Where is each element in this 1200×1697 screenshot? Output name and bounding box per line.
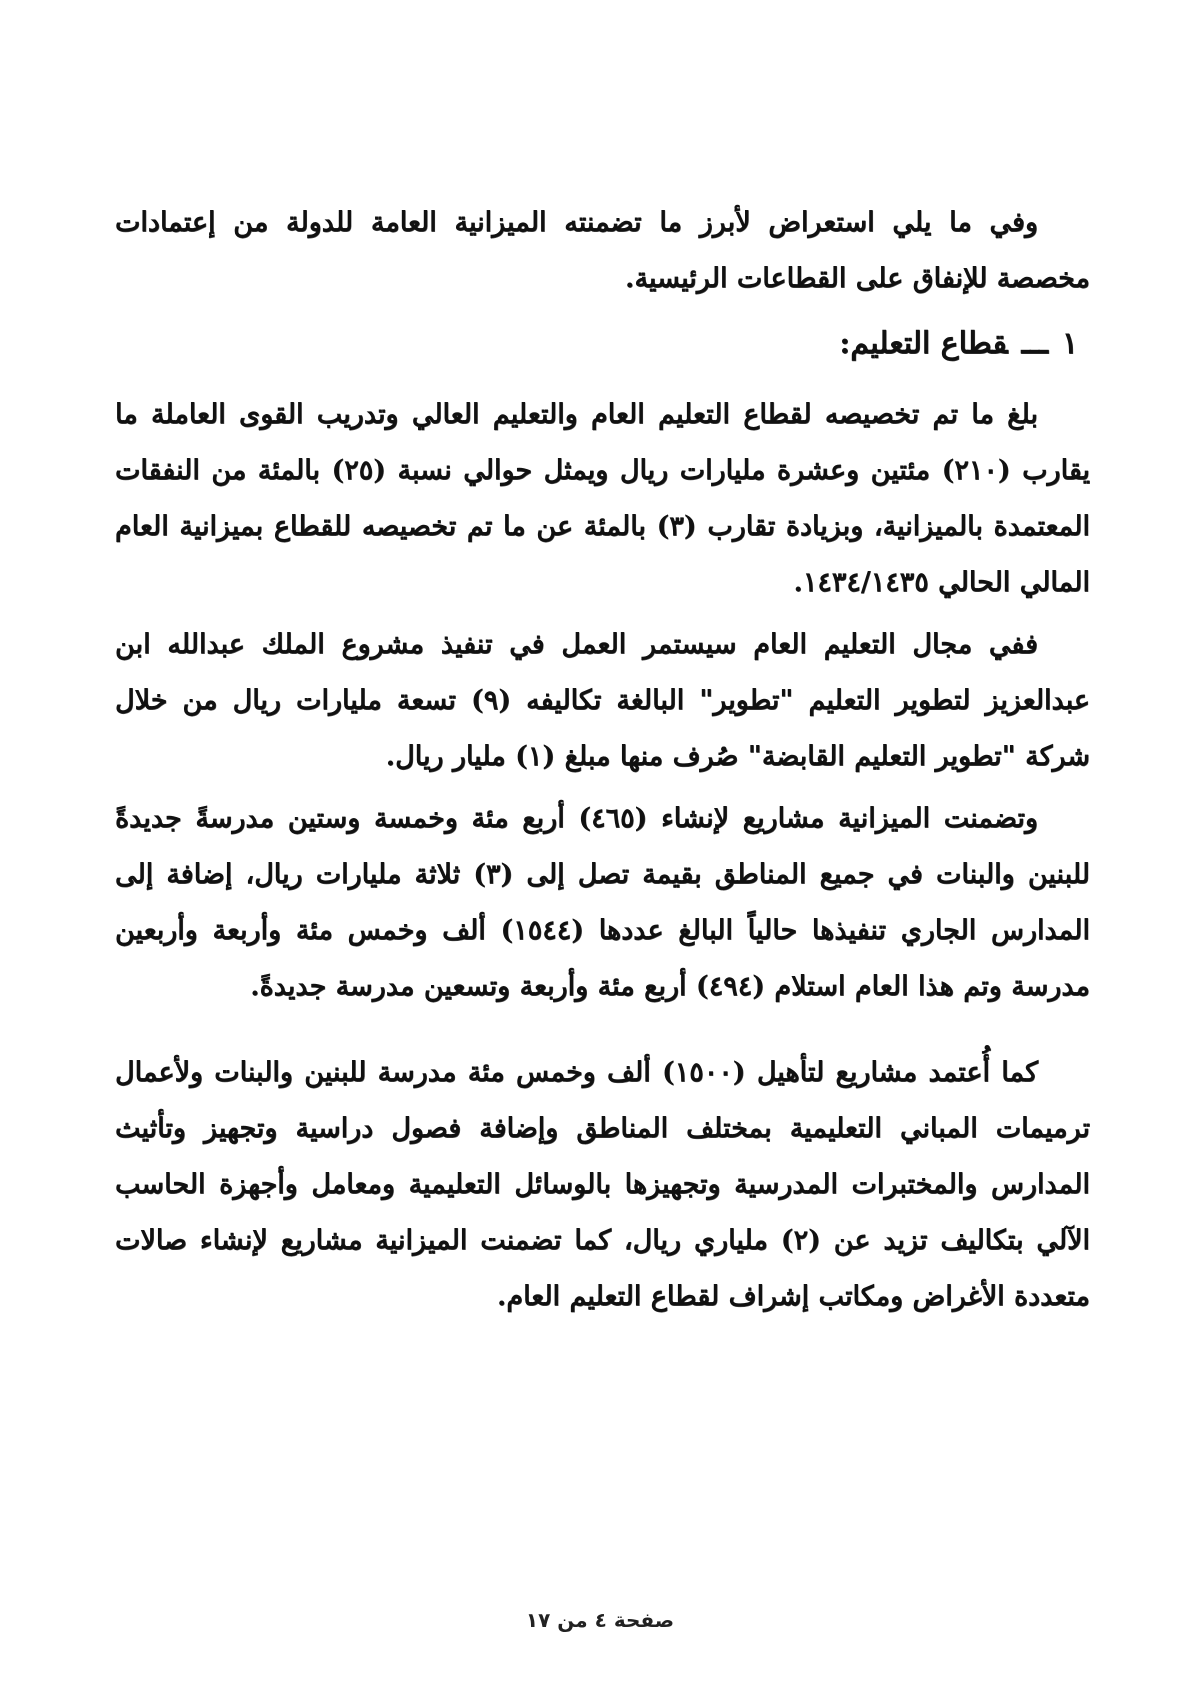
document-body [115, 195, 1090, 1325]
section-dash: ـــ [1021, 326, 1048, 361]
paragraph-new-schools: وتضمنت الميزانية مشاريع لإنشاء (٤٦٥) أربع مئة وخمسة وستين مدرسةً جديدةً للبنين والبنات في جميع المناطق بقيمة تصل إلى (٣) ثلاثة مليارات ريال، إضافة إلى المدارس الجاري تنفيذها حالياً البالغ عددها (١٥٤٤) ألف وخمس مئة وأربعة وأربعين مدرسة وتم هذا العام استلام (٤٩٤) أربع مئة وأربعة وتسعين مدرسة جديدةً. [115, 803, 1090, 1002]
section-number: ١ [1061, 326, 1078, 361]
paragraph-tatweer-project: ففي مجال التعليم العام سيستمر العمل في تنفيذ مشروع الملك عبدالله ابن عبدالعزيز لتطوير التعليم "تطوير" البالغة تكاليفه (٩) تسعة مليارات ريال من خلال شركة "تطوير التعليم القابضة" صُرف منها مبلغ (١) مليار ريال. [115, 629, 1090, 772]
paragraph-school-rehabilitation: كما أُعتمد مشاريع لتأهيل (١٥٠٠) ألف وخمس مئة مدرسة للبنين والبنات ولأعمال ترميمات المباني التعليمية بمختلف المناطق وإضافة فصول دراسية وتجهيز وتأثيث المدارس والمختبرات المدرسية وتجهيزها بالوسائل التعليمية ومعامل وأجهزة الحاسب الآلي بتكاليف تزيد عن (٢) ملياري ريال، كما تضمنت الميزانية مشاريع لإنشاء صالات متعددة الأغراض ومكاتب إشراف لقطاع التعليم العام. [115, 1057, 1091, 1312]
page-number-footer: صفحة ٤ من ١٧ [525, 1608, 675, 1632]
paragraph-education-allocation: بلغ ما تم تخصيصه لقطاع التعليم العام والتعليم العالي وتدريب القوى العاملة ما يقارب (٢١٠) مئتين وعشرة مليارات ريال ويمثل حوالي نسبة (٢٥) بالمئة من النفقات المعتمدة بالميزانية، وبزيادة تقارب (٣) بالمئة عن ما تم تخصيصه للقطاع بميزانية العام المالي الحالي ١٤٣٤/١٤٣٥. [115, 399, 1090, 598]
section-title: قطاع التعليم: [839, 326, 1008, 361]
section-heading [115, 317, 1090, 371]
intro-paragraph: وفي ما يلي استعراض لأبرز ما تضمنته الميزانية العامة للدولة من إعتمادات مخصصة للإنفاق على القطاعات الرئيسية. [115, 207, 1090, 294]
